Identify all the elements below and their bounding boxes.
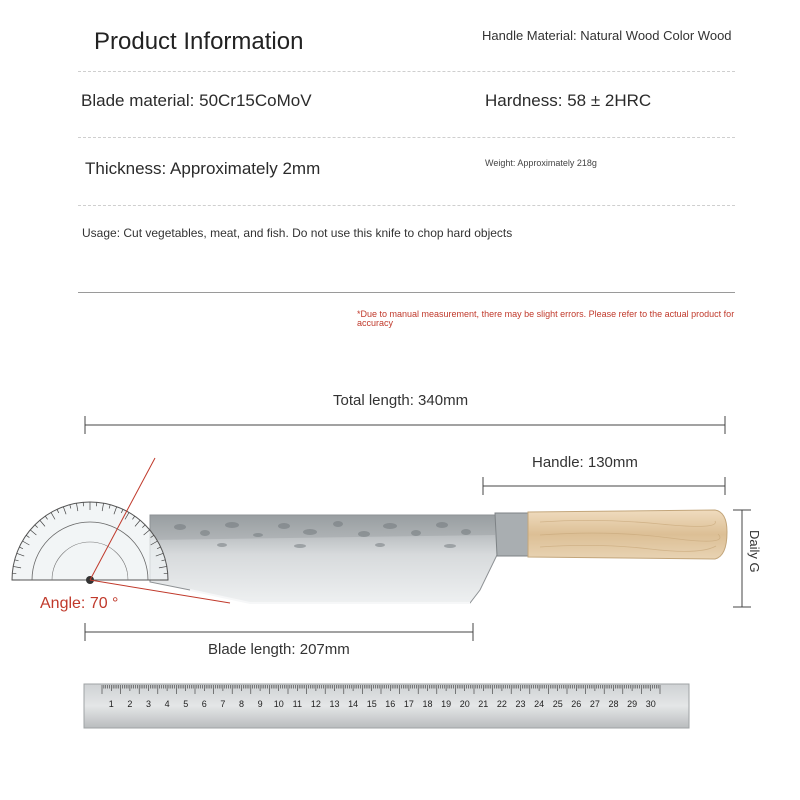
handle-material-spec: Handle Material: Natural Wood Color Wood bbox=[482, 28, 732, 43]
blade-length-dimension bbox=[85, 623, 473, 641]
ruler-number: 8 bbox=[238, 699, 245, 709]
ruler-number: 27 bbox=[589, 699, 600, 709]
ruler-number: 25 bbox=[552, 699, 563, 709]
ruler-number: 2 bbox=[127, 699, 133, 709]
blade-material-spec: Blade material: 50Cr15CoMoV bbox=[81, 91, 312, 110]
ruler-number: 16 bbox=[385, 699, 396, 709]
ruler-number: 24 bbox=[534, 699, 545, 709]
ruler-number: 14 bbox=[348, 699, 359, 709]
bolster bbox=[495, 513, 530, 556]
ruler-number: 3 bbox=[145, 699, 152, 709]
ruler-number: 5 bbox=[183, 699, 189, 709]
angle-label: Angle: 70 ° bbox=[40, 595, 119, 612]
usage-spec: Usage: Cut vegetables, meat, and fish. Do not use this knife to chop hard objects bbox=[82, 226, 513, 240]
ruler-number: 1 bbox=[108, 699, 114, 709]
ruler-number: 23 bbox=[515, 699, 526, 709]
ruler-number: 26 bbox=[571, 699, 582, 709]
ruler-number: 20 bbox=[459, 699, 470, 709]
weight-spec: Weight: Approximately 218g bbox=[485, 158, 597, 168]
height-dimension bbox=[733, 510, 751, 607]
ruler-number: 9 bbox=[257, 699, 263, 709]
thickness-spec: Thickness: Approximately 2mm bbox=[85, 159, 321, 178]
ruler-number: 15 bbox=[366, 699, 377, 709]
handle bbox=[528, 510, 727, 559]
ruler-number: 13 bbox=[329, 699, 340, 709]
handle-length-label: Handle: 130mm bbox=[532, 454, 638, 471]
ruler bbox=[84, 684, 689, 728]
ruler-number: 17 bbox=[403, 699, 414, 709]
ruler-number: 30 bbox=[645, 699, 656, 709]
measurement-note: *Due to manual measurement, there may be slight errors. Please refer to the actual product for accuracy bbox=[357, 309, 735, 328]
ruler-number: 6 bbox=[201, 699, 207, 709]
ruler-number: 18 bbox=[422, 699, 433, 709]
ruler-number: 28 bbox=[608, 699, 619, 709]
page-title: Product Information bbox=[94, 28, 304, 55]
ruler-number: 29 bbox=[627, 699, 638, 709]
hardness-spec: Hardness: 58 ± 2HRC bbox=[485, 91, 652, 110]
ruler-number: 4 bbox=[164, 699, 170, 709]
ruler-number: 19 bbox=[441, 699, 452, 709]
total-length-label: Total length: 340mm bbox=[333, 392, 469, 409]
side-label: Daily G bbox=[747, 530, 762, 573]
total-length-dimension bbox=[85, 416, 725, 434]
ruler-number: 22 bbox=[496, 699, 507, 709]
blade-length-label: Blade length: 207mm bbox=[208, 641, 350, 658]
handle-length-dimension bbox=[483, 477, 725, 495]
ruler-number: 12 bbox=[310, 699, 321, 709]
ruler-number: 21 bbox=[478, 699, 489, 709]
ruler-number: 11 bbox=[292, 699, 302, 709]
blade bbox=[150, 515, 497, 603]
ruler-number: 7 bbox=[220, 699, 226, 709]
ruler-number: 10 bbox=[273, 699, 284, 709]
